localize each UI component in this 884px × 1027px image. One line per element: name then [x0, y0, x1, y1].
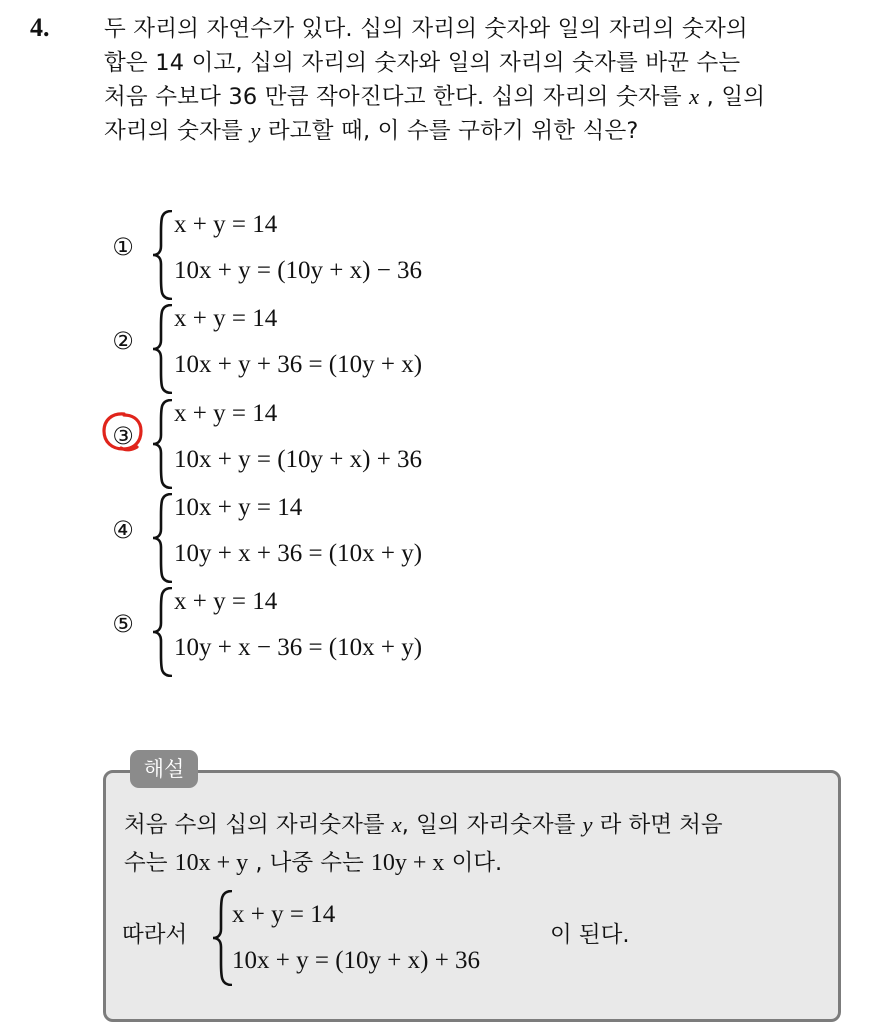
equation-1: x + y = 14 [174, 211, 278, 238]
equation-2: 10x + y + 36 = (10y + x) [174, 351, 423, 378]
option-number: ④ [112, 516, 134, 544]
solution-text [124, 806, 830, 882]
variable-y: y [582, 812, 593, 837]
answer-option-5[interactable] [108, 583, 528, 675]
question-number: 4. [30, 13, 50, 42]
variable-y: y [250, 118, 261, 143]
equation-2: 10x + y = (10y + x) − 36 [174, 257, 423, 284]
variable-x: x [391, 812, 402, 837]
question-line-4 [104, 114, 864, 148]
question-line-2: 합은 14 이고, 십의 자리의 숫자와 일의 자리의 숫자를 바꾼 수는 [104, 50, 741, 76]
solution-line-1 [124, 806, 830, 844]
swapped-number-expression: 10y + x [370, 850, 445, 876]
equation-1: 10x + y = 14 [174, 494, 303, 521]
left-brace-icon [152, 304, 174, 394]
solution-line-2 [124, 844, 830, 882]
solution-line-1-mid: , 일의 자리숫자를 [401, 812, 583, 838]
equation-2: 10y + x − 36 = (10x + y) [174, 634, 423, 661]
option-number: ⑤ [112, 610, 134, 638]
option-number: ① [112, 233, 134, 261]
equation-1: x + y = 14 [174, 588, 278, 615]
solution-line-2-text: 수는 [124, 850, 175, 876]
question-line-3 [104, 80, 864, 114]
equation-2: 10x + y = (10y + x) + 36 [174, 446, 423, 473]
solution-equation-2: 10x + y = (10y + x) + 36 [232, 947, 481, 974]
question-line-4-tail: 라고할 때, 이 수를 구하기 위한 식은? [260, 118, 639, 144]
solution-system [122, 888, 682, 988]
equation-1: x + y = 14 [174, 305, 278, 332]
solution-line-1-text: 처음 수의 십의 자리숫자를 [124, 812, 392, 838]
equation-2: 10y + x + 36 = (10x + y) [174, 540, 423, 567]
option-number: ② [112, 327, 134, 355]
answer-option-2[interactable] [108, 300, 528, 392]
solution-prefix: 따라서 [122, 922, 188, 948]
solution-suffix: 이 된다. [550, 922, 630, 948]
left-brace-icon [152, 399, 174, 489]
solution-label: 해설 [130, 750, 198, 788]
solution-equation-1: x + y = 14 [232, 901, 336, 928]
variable-x: x [689, 84, 700, 109]
question-line-3-text: 처음 수보다 36 만큼 작아진다고 한다. 십의 자리의 숫자를 [104, 84, 690, 110]
left-brace-icon [152, 587, 174, 677]
solution-line-2-mid: , 나중 수는 [248, 850, 371, 876]
answer-option-4[interactable] [108, 489, 528, 581]
option-number: ③ [112, 422, 134, 450]
original-number-expression: 10x + y [174, 850, 249, 876]
left-brace-icon [152, 493, 174, 583]
left-brace-icon [152, 210, 174, 300]
question-text [104, 12, 864, 148]
answer-option-1[interactable] [108, 206, 528, 298]
equation-1: x + y = 14 [174, 400, 278, 427]
answer-option-3[interactable] [108, 395, 528, 487]
question-line-1: 두 자리의 자연수가 있다. 십의 자리의 숫자와 일의 자리의 숫자의 [104, 16, 748, 42]
solution-line-1-tail: 라 하면 처음 [592, 812, 723, 838]
question-line-4-text: 자리의 숫자를 [104, 118, 251, 144]
question-line-3-tail: , 일의 [699, 84, 766, 110]
solution-line-2-tail: 이다. [444, 850, 503, 876]
left-brace-icon [212, 890, 234, 986]
